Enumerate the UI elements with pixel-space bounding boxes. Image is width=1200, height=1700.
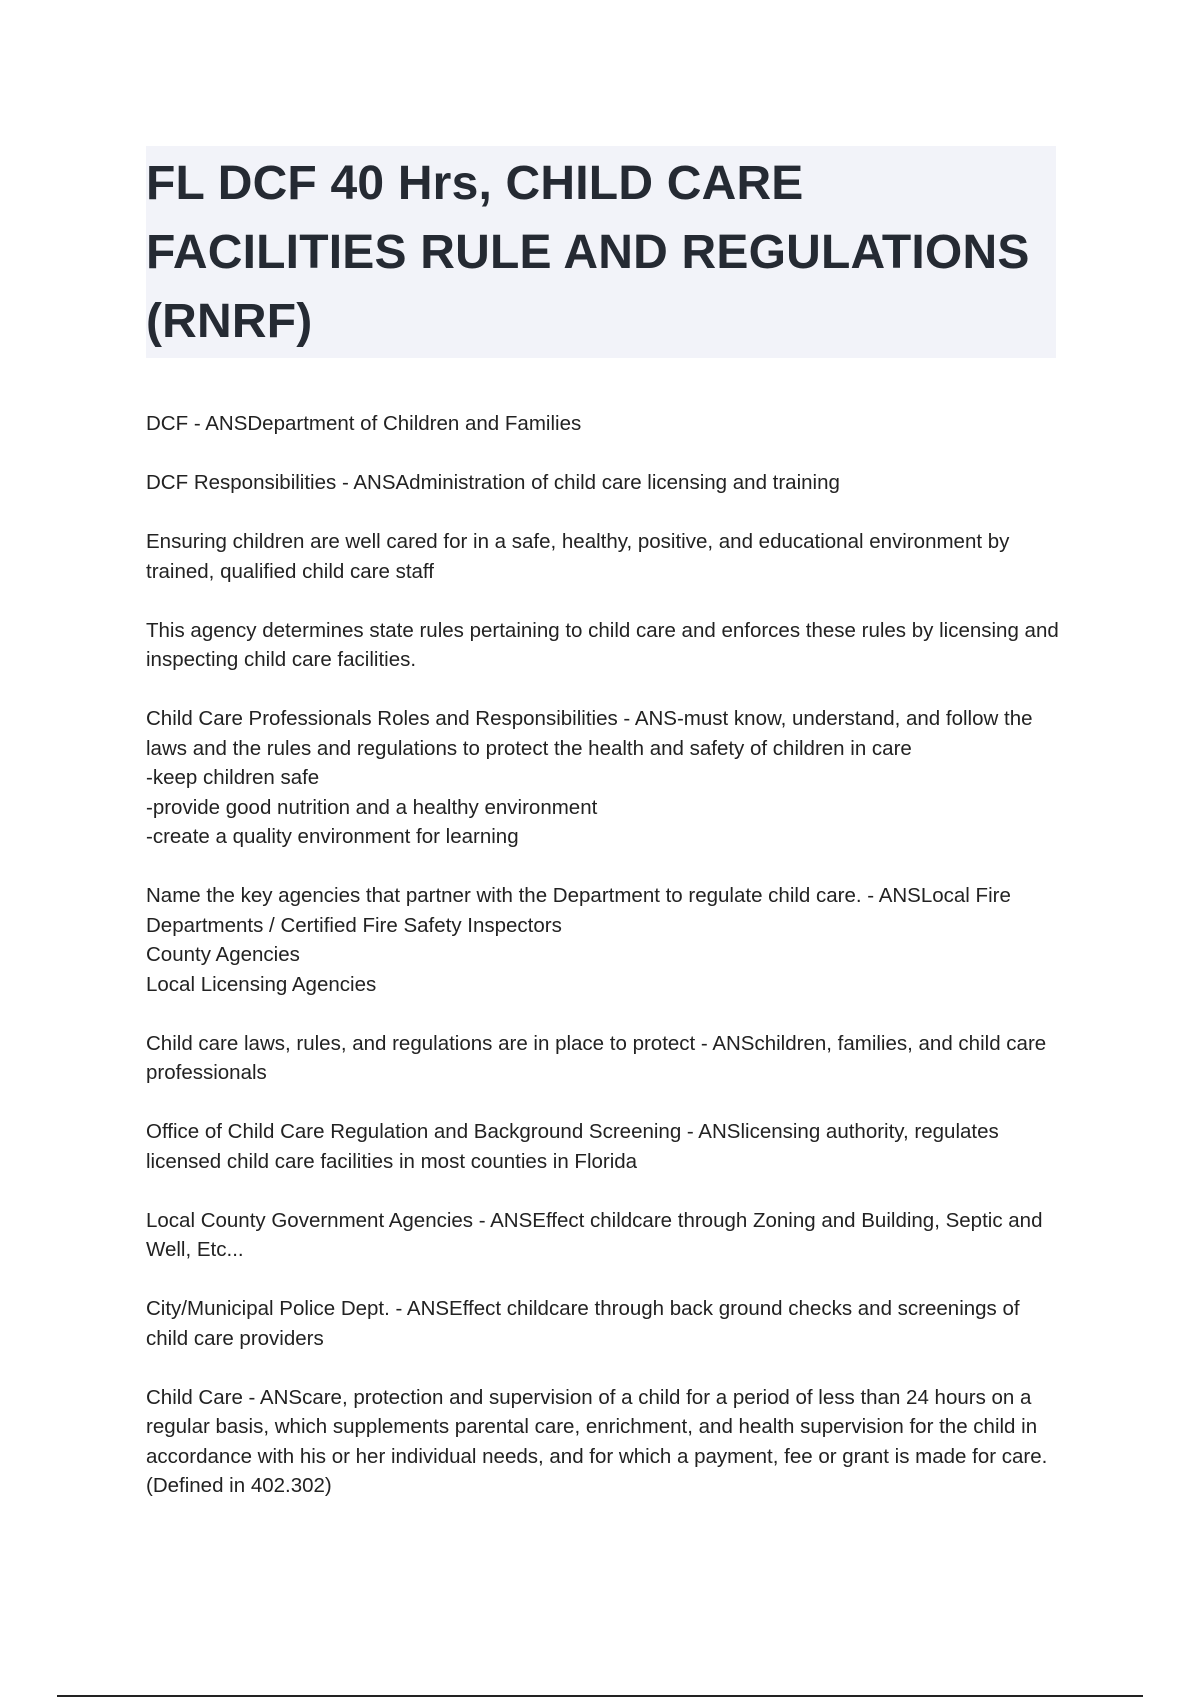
qa-entry: Child Care Professionals Roles and Responsibilities - ANS-must know, understand, and follow the laws and the rules and regulations to protect the health and safety of children in care -keep children safe -provide good nutrition and a healthy environment -create a quality environment for learning (146, 707, 1033, 848)
document-title: FL DCF 40 Hrs, CHILD CARE FACILITIES RULE AND REGULATIONS (RNRF) (146, 157, 1030, 348)
qa-entry: Child care laws, rules, and regulations are in place to protect - ANSchildren, families, and child care professionals (146, 1031, 1047, 1084)
qa-entry: DCF Responsibilities - ANSAdministration of child care licensing and training (146, 471, 840, 494)
qa-entry: City/Municipal Police Dept. - ANSEffect childcare through back ground checks and screenings of child care providers (146, 1297, 1020, 1350)
qa-entry: Local County Government Agencies - ANSEffect childcare through Zoning and Building, Septic and Well, Etc... (146, 1208, 1043, 1261)
qa-entry: Name the key agencies that partner with the Department to regulate child care. - ANSLocal Fire Departments / Certified Fire Safety Inspectors County Agencies Local Licensing Agencies (146, 884, 1011, 996)
qa-entry: Child Care - ANScare, protection and supervision of a child for a period of less than 24 hours on a regular basis, which supplements parental care, enrichment, and health supervision for the child in accordance with his or her individual needs, and for which a payment, fee or grant is made for care. (Defined in 402.302) (146, 1385, 1048, 1497)
qa-entry: This agency determines state rules pertaining to child care and enforces these rules by licensing and inspecting child care facilities. (146, 618, 1059, 671)
title-block (146, 146, 1056, 358)
qa-entry: Office of Child Care Regulation and Background Screening - ANSlicensing authority, regulates licensed child care facilities in most counties in Florida (146, 1120, 999, 1173)
qa-entry: DCF - ANSDepartment of Children and Families (146, 412, 582, 435)
page-divider (57, 1695, 1143, 1697)
qa-entry: Ensuring children are well cared for in a safe, healthy, positive, and educational environment by trained, qualified child care staff (146, 530, 1010, 583)
document-body (146, 409, 1061, 1530)
